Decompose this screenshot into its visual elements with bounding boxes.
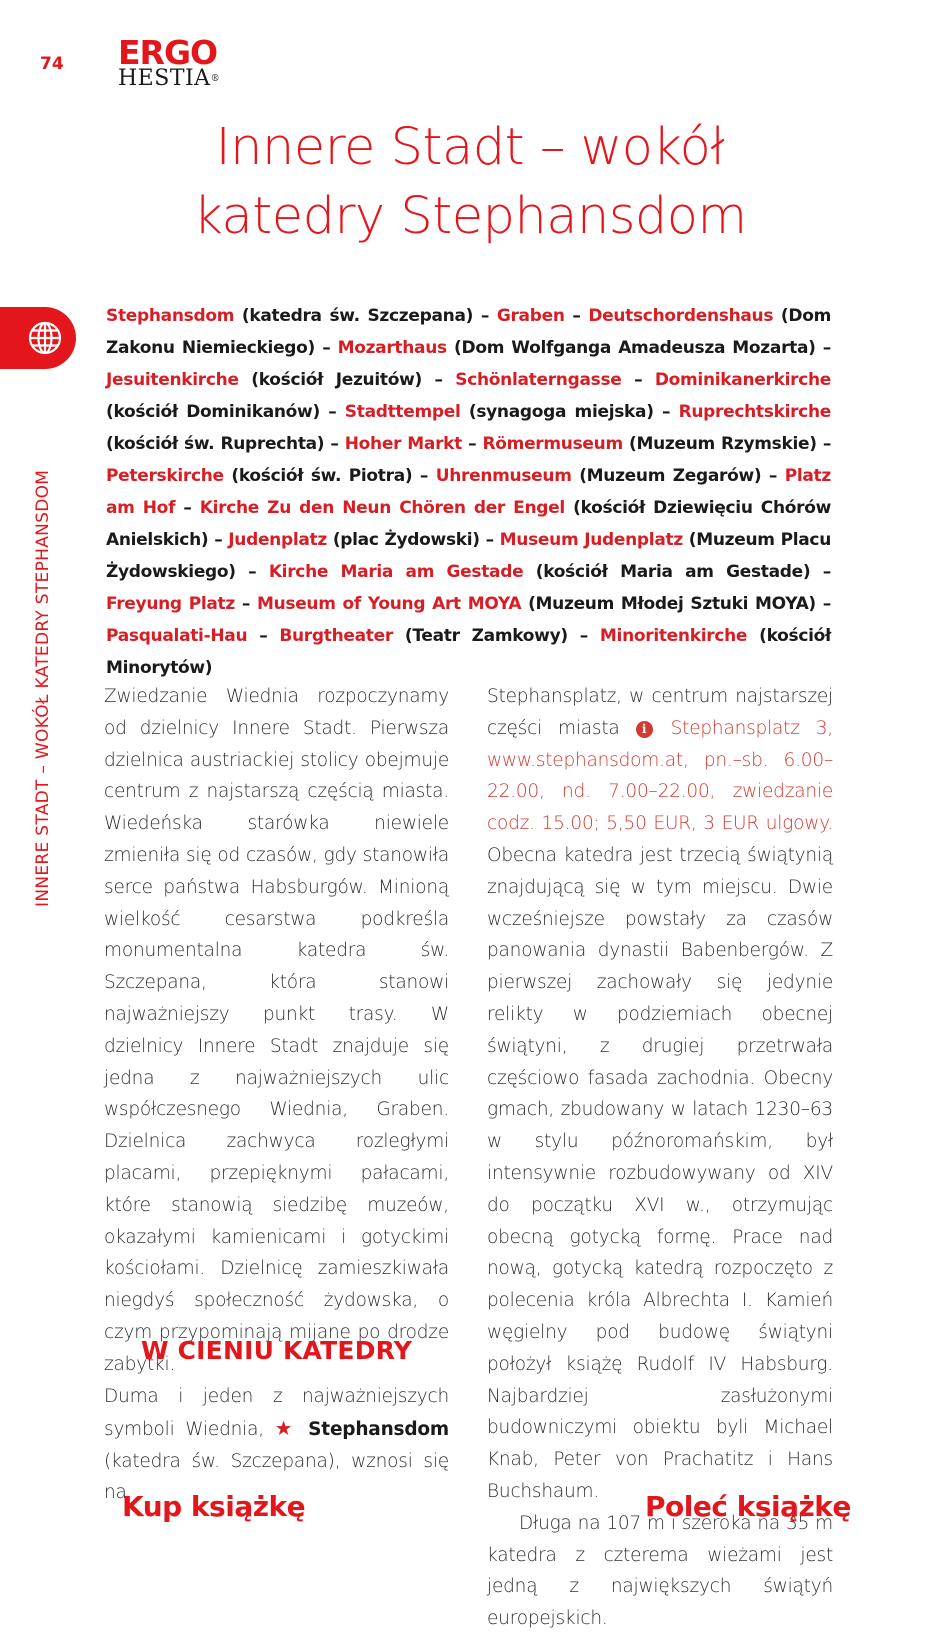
route-connector-text: (plac Żydowski) –	[326, 530, 500, 550]
route-connector-text: (Dom Wolfganga Amadeusza Mozarta) –	[446, 338, 831, 358]
route-connector-text: (kościół św. Piotra) –	[223, 466, 436, 486]
route-connector-text: –	[234, 594, 257, 614]
route-connector-text: –	[247, 626, 280, 646]
route-connector-text: –	[564, 306, 589, 326]
route-place-name: Mozarthaus	[337, 338, 447, 358]
side-section-label: INNERE STADT – WOKÓŁ KATEDRY STEPHANSDOM	[33, 469, 53, 907]
route-place-name: Minoritenkirche	[599, 626, 748, 646]
route-place-name: Stephansdom	[106, 306, 235, 326]
route-place-name: Freyung Platz	[106, 594, 235, 614]
route-place-name: Uhrenmuseum	[435, 466, 572, 486]
route-place-name: Peterskirche	[106, 466, 224, 486]
star-icon: ★	[274, 1415, 298, 1440]
page-number: 74	[40, 54, 64, 74]
info-details: Stephansplatz 3, www.stephansdom.at, pn.–sb. 6.00–22.00, nd. 7.00–22.00, zwiedzanie codz. 15.00; 5,50 EUR, 3 EUR ulgowy.	[487, 717, 833, 835]
route-place-name: Stadttempel	[344, 402, 461, 422]
route-connector-text: (Muzeum Zegarów) –	[571, 466, 785, 486]
right-paragraph-1	[487, 681, 833, 1508]
route-place-name: Schönlaterngasse	[455, 370, 622, 390]
route-connector-text: (synagoga miejska) –	[460, 402, 679, 422]
route-connector-text: (kościół św. Ruprechta) –	[106, 434, 345, 454]
route-connector-text: (kościół Dziewięciu Chórów Anielskich) –	[106, 498, 832, 550]
route-connector-text: (Dom Zakonu Niemieckiego) –	[106, 306, 831, 358]
cathedral-text-after: (katedra św. Szczepana), wznosi się na	[104, 1450, 449, 1504]
route-place-name: Römermuseum	[482, 434, 623, 454]
globe-icon	[27, 320, 63, 356]
route-connector-text: –	[462, 434, 483, 454]
globe-tab	[0, 307, 76, 369]
route-place-name: Jesuitenkirche	[106, 370, 239, 390]
cathedral-name: Stephansdom	[308, 1418, 449, 1440]
route-connector-text: (Muzeum Rzymskie) –	[622, 434, 832, 454]
cathedral-text-before: Duma i jeden z najważniejszych symboli Wiednia,	[104, 1386, 449, 1440]
left-column	[104, 681, 449, 1381]
route-place-name: Museum Judenplatz	[499, 530, 683, 550]
route-place-name: Hoher Markt	[344, 434, 463, 454]
logo-ergo-text: ERGO	[118, 33, 218, 72]
logo-hestia-text: HESTIA®	[118, 66, 221, 91]
page-title	[100, 113, 840, 251]
route-place-name: Kirche Zu den Neun Chören der Engel	[199, 498, 565, 518]
right-p1-rest: Obecna katedra jest trzecią świątynią znajdującą się w tym miejscu. Dwie wcześniejsze powstały za czasów panowania dynastii Babenbergów. Z pierwszej zachowały się jedynie relikty w podziemiach obecnej świątyni, z drugiej przetrwała częściowo fasada zachodnia. Obecny gmach, zbudowany w latach 1230–63 w stylu późnoromańskim, był intensywnie rozbudowywany od XIV do początku XVI w., otrzymując obecną gotycką formę. Prace nad nową, gotycką katedrą rozpoczęto z polecenia króla Albrechta I. Kamień węgielny pod budowę świątyni położył książę Rudolf IV Habsburg. Najbardziej zasłużonymi budowniczymi obiektu byli Michael Knab, Peter von Prachatitz i Hans Buchshaum.	[487, 844, 833, 1502]
route-place-name: Dominikanerkirche	[654, 370, 832, 390]
right-paragraph-2: Długa na 107 m i szeroka na 35 m katedra z czterema wieżami jest jedną z największych świątyń europejskich.	[487, 1512, 833, 1630]
route-place-name: Graben	[496, 306, 565, 326]
recommend-book-link[interactable]: Poleć książkę	[645, 1490, 851, 1523]
route-connector-text: (Muzeum Młodej Sztuki MOYA) –	[521, 594, 831, 614]
route-connector-text: –	[621, 370, 655, 390]
section-heading: W CIENIU KATEDRY	[140, 1336, 413, 1365]
intro-paragraph: Zwiedzanie Wiednia rozpoczynamy od dzielnicy Innere Stadt. Pierwsza dzielnica austriackiej stolicy obejmuje centrum z najstarszą częścią miasta. Wiedeńska starówka niewiele zmieniła się od czasów, gdy stanowiła serce państwa Habsburgów. Minioną wielkość cesarstwa podkreśla monumentalna katedra św. Szczepana, która stanowi najważniejszy punkt trasy. W dzielnicy Innere Stadt znajduje się jedna z najważniejszych ulic współczesnego Wiednia, Graben. Dzielnica zachwyca rozległymi placami, przepięknymi pałacami, które stanowią siedzibę muzeów, okazałymi kamienicami i gotyckimi kościołami. Dzielnicę zamieszkiwała niegdyś społeczność żydowska, o czym przypominają mijane po drodze zabytki.	[104, 686, 449, 1375]
route-connector-text: (kościół Maria am Gestade) –	[523, 562, 831, 582]
route-connector-text: (kościół Dominikanów) –	[106, 402, 345, 422]
route-connector-text: (katedra św. Szczepana) –	[234, 306, 497, 326]
route-place-name: Deutschordenshaus	[588, 306, 774, 326]
title-line-1: Innere Stadt – wokół	[215, 118, 725, 177]
route-connector-text: (Teatr Zamkowy) –	[392, 626, 600, 646]
title-line-2: katedry Stephansdom	[193, 187, 747, 246]
route-place-name: Judenplatz	[228, 530, 327, 550]
route-place-name: Burgtheater	[279, 626, 393, 646]
route-connector-text: (kościół Minorytów)	[106, 626, 832, 678]
buy-book-link[interactable]: Kup książkę	[122, 1490, 306, 1523]
route-connector-text: (kościół Jezuitów) –	[238, 370, 456, 390]
ergo-hestia-logo	[118, 33, 221, 91]
route-connector-text: –	[175, 498, 200, 518]
route-place-name: Museum of Young Art MOYA	[256, 594, 522, 614]
info-icon: i	[636, 721, 653, 738]
route-connector-text: (Muzeum Placu Żydowskiego) –	[106, 530, 832, 582]
route-summary	[106, 300, 831, 684]
route-place-name: Kirche Maria am Gestade	[268, 562, 524, 582]
route-place-name: Ruprechtskirche	[678, 402, 831, 422]
route-place-name: Platz am Hof	[106, 466, 831, 518]
right-p1-start: Stephansplatz, w centrum najstarszej części miasta	[487, 686, 833, 739]
route-place-name: Pasqualati-Hau	[106, 626, 248, 646]
